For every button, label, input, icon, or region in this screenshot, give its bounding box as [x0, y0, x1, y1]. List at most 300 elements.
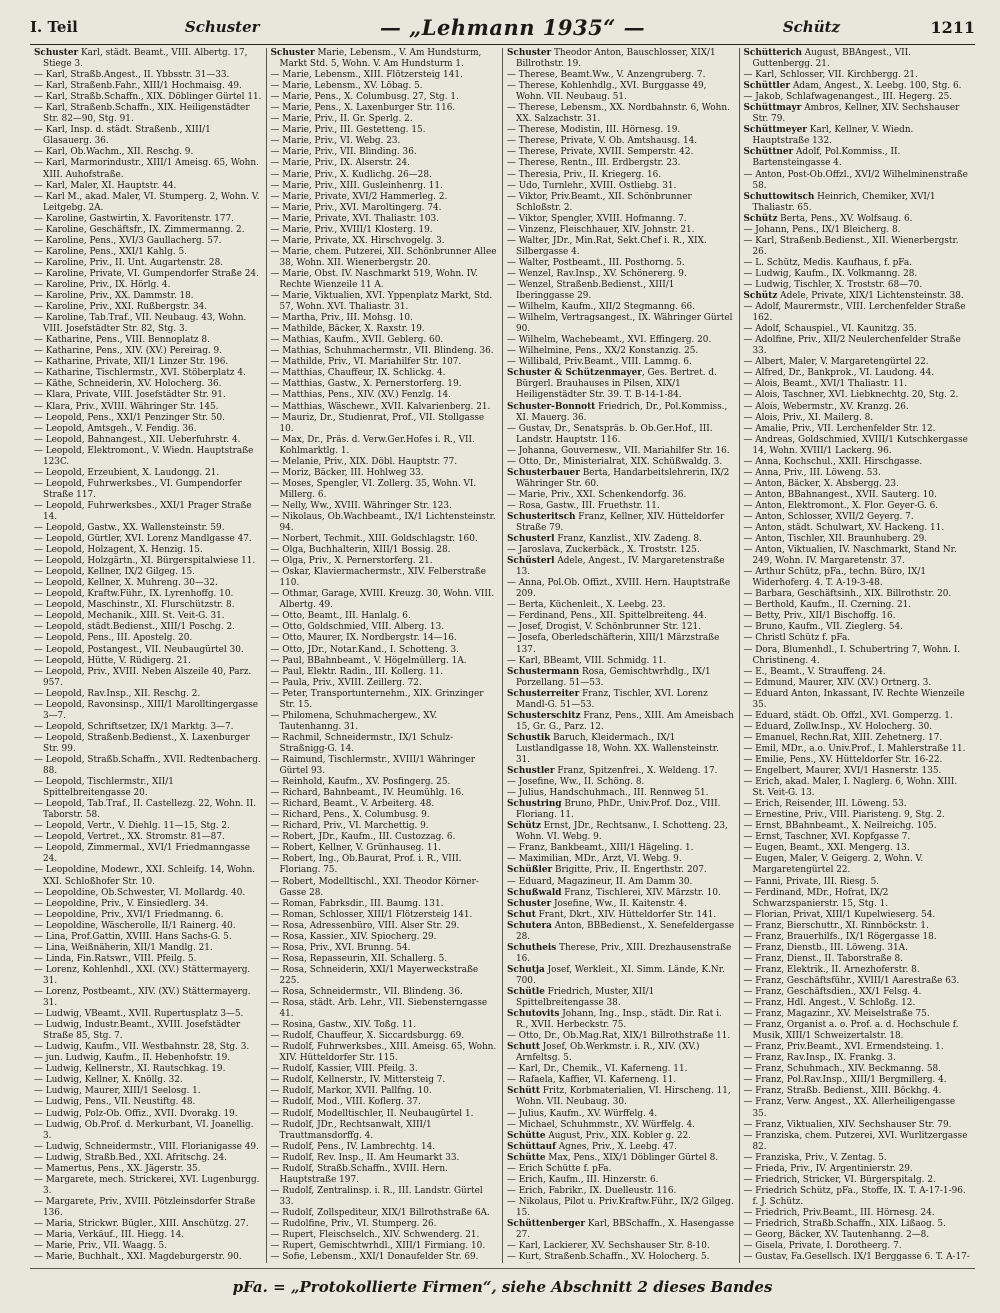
- entry-text: — Melanie, Priv., XIX. Döbl. Hauptstr. 77.: [270, 456, 458, 467]
- entry-text: — Emanuel, Rechn.Rat, XIII. Zehetnerg. 17.: [743, 732, 943, 743]
- directory-entry: [34, 567, 262, 578]
- entry-surname: Schutt: [507, 1042, 540, 1053]
- entry-surname: Schuster: [270, 48, 315, 58]
- entry-text: — Viktor, Spengler, XVIII. Hofmanng. 7.: [507, 213, 687, 224]
- entry-surname: Schutera: [507, 920, 552, 931]
- directory-entry: [271, 656, 499, 667]
- entry-text: — Leopold, Postangest., VII. Neubaugürtel 30.: [34, 644, 244, 655]
- entry-text: — Leopold, Gürtler, XVI. Lorenz Mandlgasse 47.: [34, 534, 252, 545]
- directory-entry: [34, 158, 262, 180]
- directory-entry: [34, 1252, 262, 1263]
- entry-text: — Julius, Kaufm., XV. Würffelg. 4.: [507, 1108, 658, 1119]
- entry-text: Marie, Lebensm., V. Am Hundsturm, Markt Std. 5, Wohn. V. Am Hundsturm 1.: [279, 48, 482, 70]
- entry-text: — Gustav, Dr., Senatspräs. b. Ob.Ger.Hof., III. Landstr. Hauptstr. 116.: [507, 423, 713, 445]
- directory-entry: [744, 1230, 972, 1241]
- directory-entry: [744, 744, 972, 755]
- directory-entry: [744, 501, 972, 512]
- entry-text: — Leopold, Schriftsetzer, IX/1 Marktg. 3—7.: [34, 721, 234, 732]
- entry-text: — Leopold, Priv., XVIII. Neben Alszeile 40, Parz. 957.: [34, 666, 252, 688]
- directory-entry: [507, 1075, 735, 1086]
- directory-entry: [271, 1142, 499, 1153]
- directory-entry: [271, 567, 499, 589]
- directory-entry: [34, 214, 262, 225]
- directory-entry: [507, 622, 735, 633]
- directory-entry: [744, 390, 972, 401]
- directory-entry: [744, 214, 972, 225]
- directory-entry: [744, 843, 972, 854]
- directory-entry: [271, 678, 499, 689]
- entry-text: — Wilhelm, Wachebeamt., XVI. Effingerg. 20.: [507, 335, 712, 346]
- entry-text: — Marie, Pens., X. Columbusg. 27, Stg. 1.: [270, 92, 459, 103]
- entry-text: — Leopold, Tischlermstr., XII/1 Spittelbreitengasse 20.: [34, 777, 174, 799]
- entry-text: — Anton, BBahnangest., XVII. Sauterg. 10.: [743, 489, 937, 500]
- directory-entry: [507, 158, 735, 169]
- entry-text: Ambros, Kellner, XIV. Sechshauser Str. 79.: [752, 103, 960, 125]
- directory-entry: [34, 313, 262, 335]
- directory-entry: [507, 965, 735, 987]
- entry-text: — Friedrich, Priv.Beamt., III. Hörnesg. 24.: [743, 1207, 935, 1218]
- entry-text: — Karoline, Pens., XXI/1 Kahlg. 5.: [34, 246, 187, 257]
- entry-text: Brigitte, Priv., II. Engerthstr. 207.: [552, 865, 707, 876]
- entry-text: — Marie, Priv., VII. Blinding. 36.: [270, 147, 417, 158]
- directory-entry: [271, 435, 499, 457]
- entry-text: — Leopold, Ravonsinsp., XIII/1 Marolltingergasse 3—7.: [34, 699, 258, 721]
- entry-text: — Robert, JDr., Kaufm., III. Custozzag. 6.: [270, 832, 456, 843]
- directory-entry: [271, 368, 499, 379]
- entry-text: — Lorenz, Postbeamt., XIV. (XV.) Stättermayerg. 31.: [34, 986, 251, 1009]
- directory-entry: [744, 921, 972, 932]
- entry-text: Karl, BBSchaffn., X. Hasengasse 27.: [516, 1218, 734, 1241]
- directory-entry: [271, 81, 499, 92]
- directory-entry: [34, 622, 262, 633]
- entry-surname: Schustermann: [507, 666, 580, 677]
- directory-entry: [744, 170, 972, 192]
- directory-entry: [744, 435, 972, 457]
- directory-entry: [34, 865, 262, 887]
- directory-entry: [34, 589, 262, 600]
- directory-entry: [744, 70, 972, 81]
- directory-entry: [744, 357, 972, 368]
- entry-text: — Marie, Priv., XVI. Maroltingerg. 74.: [270, 202, 442, 213]
- directory-entry: [271, 103, 499, 114]
- entry-text: — Berta, Küchenleit., X. Leebg. 23.: [507, 600, 666, 611]
- entry-text: — Anton, städt. Schulwart, XV. Hackeng. 11.: [743, 523, 945, 534]
- entry-text: — Walter, Postbeamt., III. Posthorng. 5.: [507, 257, 685, 268]
- entry-text: — Karoline, Gastwirtin, X. Favoritenstr. 177.: [34, 213, 235, 224]
- entry-text: — Leopold, Tab.Traf., II. Castellezg. 22, Wohn. II. Taborstr. 58.: [34, 799, 257, 821]
- directory-entry: [271, 1086, 499, 1097]
- entry-text: — Alois, Webermstr., XV. Kranzg. 26.: [743, 401, 909, 412]
- directory-entry: [744, 280, 972, 291]
- directory-entry: [744, 877, 972, 888]
- directory-entry: [271, 48, 499, 70]
- entry-text: — Therese, Kohlenhdlg., XVI. Burggasse 49, Wohn. VII. Neubaug. 51.: [507, 81, 707, 103]
- directory-entry: [271, 645, 499, 656]
- directory-entry: [34, 545, 262, 556]
- entry-text: — Mathias, Schuhmachermstr., VII. Blindeng. 36.: [270, 346, 494, 357]
- directory-entry: [507, 921, 735, 943]
- directory-entry: [744, 1097, 972, 1119]
- entry-text: — Mamertus, Pens., XX. Jägerstr. 35.: [34, 1163, 201, 1174]
- directory-entry: [744, 490, 972, 501]
- footer-note: pFa. = „Protokollierte Firmen“, siehe Abschnitt 2 dieses Bandes: [232, 1278, 773, 1296]
- entry-text: — Otto, Goldschmied, VIII. Alberg. 13.: [270, 622, 445, 633]
- directory-entry: [34, 1109, 262, 1120]
- entry-text: — Karl, Marmorindustr., XIII/1 Ameisg. 65, Wohn. XIII. Auhofstraße.: [34, 158, 259, 180]
- entry-text: — Julius, Handschuhmach., III. Rennweg 51.: [507, 788, 709, 799]
- directory-entry: [507, 1219, 735, 1241]
- directory-entry: [271, 589, 499, 611]
- entry-text: — Anna, Kochschul., XXII. Hirschgasse.: [743, 456, 923, 467]
- directory-entry: [34, 700, 262, 722]
- entry-text: — Karoline, Priv., II. Unt. Augartenstr. 28.: [34, 257, 224, 268]
- directory-entry: [34, 402, 262, 413]
- entry-text: — Margarete, mech. Strickerei, XVI. Lugenburgg. 3.: [34, 1174, 260, 1196]
- directory-entry: [271, 192, 499, 203]
- directory-entry: [744, 1186, 972, 1208]
- entry-text: — L. Schütz, Medis. Kaufhaus, f. pFa.: [743, 257, 912, 268]
- entry-text: — Ludwig, Tischler, X. Troststr. 68—70.: [743, 279, 923, 290]
- directory-entry: [744, 667, 972, 678]
- column-3: [503, 48, 740, 1263]
- directory-entry: [507, 843, 735, 854]
- directory-entry: [507, 545, 735, 556]
- directory-entry: [507, 225, 735, 236]
- directory-entry: [744, 1009, 972, 1020]
- directory-entry: [271, 236, 499, 247]
- directory-entry: [34, 1219, 262, 1230]
- entry-text: — Leopoldine, Ob.Schwester, VI. Mollardg. 40.: [34, 887, 246, 898]
- directory-entry: [34, 368, 262, 379]
- entry-text: — Rafaela, Kaffier, VI. Kaferneng. 11.: [507, 1075, 677, 1086]
- entry-text: — Leopold, Bahnangest., XII. Ueberfuhrstr. 4.: [34, 434, 241, 445]
- entry-text: — Anton, Tischler, XII. Braunhuberg. 29.: [743, 534, 928, 545]
- directory-entry: [744, 932, 972, 943]
- entry-text: — Roman, Schlosser, XIII/1 Flötzersteig 141.: [270, 909, 473, 920]
- directory-entry: [744, 125, 972, 147]
- entry-text: — Rosa, Schneiderin, XXI/1 Mayerweckstraße 225.: [270, 964, 479, 986]
- directory-entry: [507, 1009, 735, 1031]
- entry-text: — Leopold, Gastw., XX. Wallensteinstr. 59.: [34, 523, 225, 534]
- directory-entry: [744, 1208, 972, 1219]
- directory-entry: [271, 170, 499, 181]
- entry-text: — Wenzel, Straßenb.Bedienst., XIII/1 Iberinggasse 29.: [507, 279, 675, 302]
- directory-entry: [34, 1241, 262, 1252]
- directory-entry: [507, 490, 735, 501]
- directory-entry: [744, 711, 972, 722]
- entry-text: Agnes, Priv., X. Leebg. 47.: [555, 1141, 677, 1152]
- entry-text: — Katharine, Private, XII/1 Linzer Str. 196.: [34, 357, 229, 368]
- directory-entry: [744, 534, 972, 545]
- entry-surname: Schusterl: [507, 534, 555, 545]
- directory-entry: [271, 1109, 499, 1120]
- entry-text: , Ges. Bertret. d. Bürgerl. Brauhauses in Pilsen, XIX/1 Heiligenstädter Str. 39. T. B-14-1-84.: [516, 368, 717, 401]
- directory-entry: [507, 357, 735, 368]
- directory-entry: [271, 1186, 499, 1208]
- directory-entry: [744, 633, 972, 644]
- directory-entry: [271, 147, 499, 158]
- entry-text: — Alois, Priv., XI. Mailerg. 8.: [743, 412, 874, 423]
- entry-text: — Berthold, Kaufm., II. Czerning. 21.: [743, 600, 912, 611]
- entry-text: — Franz, Pol.Rav.Insp., XIII/1 Bergmillerg. 4.: [743, 1075, 947, 1086]
- entry-text: — Nikolaus, Ob.Wachbeamt., IX/1 Lichtensteinstr. 94.: [270, 511, 496, 534]
- directory-entry: [271, 335, 499, 346]
- part-label: I. Teil: [30, 18, 78, 36]
- directory-entry: [271, 965, 499, 987]
- entry-text: — Wilhelmine, Pens., XX/2 Konstanzig. 25.: [507, 346, 699, 357]
- entry-surname: Schuster-Bonnott: [507, 401, 596, 412]
- entry-text: — Käthe, Schneiderin, XV. Holocherg. 36.: [34, 379, 222, 390]
- directory-entry: [271, 921, 499, 932]
- entry-text: — Franz, Magazinr., XV. Meiselstraße 75.: [743, 1009, 930, 1020]
- column-1: [30, 48, 267, 1263]
- directory-entry: [271, 788, 499, 799]
- entry-text: — Norbert, Techmit., XIII. Goldschlagstr. 160.: [270, 534, 478, 545]
- entry-text: — Leopold, Straßenb.Bedienst., X. Laxenburger Str. 99.: [34, 732, 250, 754]
- entry-text: — Mathilde, Priv., VI. Mariahilfer Str. 107.: [270, 357, 462, 368]
- directory-entry: [34, 379, 262, 390]
- directory-entry: [271, 832, 499, 843]
- directory-entry: [744, 1175, 972, 1186]
- directory-entry: [507, 214, 735, 225]
- entry-text: Franz, Tischler, XVI. Lorenz Mandl-G. 51—53.: [516, 688, 708, 710]
- entry-surname: Schuster: [507, 898, 552, 909]
- directory-entry: [744, 103, 972, 125]
- directory-entry: [744, 523, 972, 534]
- entry-text: — Rudolf, Chauffeur, X. Siccardsburgg. 69.: [270, 1031, 465, 1042]
- entry-text: — Karl, BBeamt, VIII. Schmidg. 11.: [507, 655, 667, 666]
- entry-text: — Wilhelm, Vertragsangest., IX. Währinger Gürtel 90.: [507, 313, 733, 335]
- directory-entry: [34, 424, 262, 435]
- entry-text: — Otto, Dr., Ob.Mag.Rat, XIX/1 Billrothstraße 11.: [507, 1031, 731, 1042]
- directory-entry: [271, 92, 499, 103]
- entry-text: — Jaroslava, Zuckerbäck., X. Troststr. 125.: [507, 545, 700, 556]
- directory-entry: [34, 247, 262, 258]
- entry-text: — Olga, Priv., X. Pernerstorferg. 21.: [270, 556, 433, 567]
- entry-surname: Schustler: [507, 766, 555, 777]
- directory-entry: [271, 501, 499, 512]
- directory-entry: [34, 1053, 262, 1064]
- directory-entry: [271, 899, 499, 910]
- entry-text: — Mathilde, Bäcker, X. Raxstr. 19.: [270, 324, 425, 335]
- directory-entry: [271, 877, 499, 899]
- entry-text: — Ludwig, Kellnerstr., XI. Rautschkag. 19.: [34, 1064, 226, 1075]
- entry-text: — Franz, Dienstb., III. Löweng. 31A.: [743, 942, 908, 953]
- entry-text: Adele, Private, XIX/1 Lichtensteinstr. 38.: [777, 291, 964, 302]
- entry-text: — Leopoldine, Priv., V. Einsiedlerg. 34.: [34, 898, 209, 909]
- entry-text: — Otto, Beamt., III. Hanlalg. 6.: [270, 611, 411, 622]
- entry-text: — Leopold, Zimmermal., XVI/1 Friedmanngasse 24.: [34, 843, 251, 865]
- entry-text: August, BBAngest., VII. Guttenbergg. 21.: [752, 48, 912, 70]
- page-header: [30, 10, 975, 45]
- directory-entry: [744, 854, 972, 876]
- directory-entry: [507, 821, 735, 843]
- directory-entry: [744, 976, 972, 987]
- directory-entry: [34, 446, 262, 468]
- entry-text: — Richard, Beamt., V. Arbeiterg. 48.: [270, 799, 435, 810]
- directory-entry: [507, 1142, 735, 1153]
- entry-text: — Viktor, Priv.Beamt., XII. Schönbrunner Schloßstr. 2.: [507, 191, 692, 213]
- entry-text: — Andreas, Goldschmied, XVIII/1 Kutschkergasse 14, Wohn. XVIII/1 Lackerg. 96.: [743, 434, 968, 456]
- entry-surname: Schuster: [507, 48, 552, 58]
- directory-entry: [744, 402, 972, 413]
- directory-entry: [271, 1064, 499, 1075]
- entry-text: — Rudolf, Mod., VIII. Koflerg. 37.: [270, 1097, 421, 1108]
- directory-entry: [271, 611, 499, 622]
- directory-entry: [507, 346, 735, 357]
- entry-surname: Schüßler: [507, 865, 553, 876]
- entry-text: — Erich, Fabrikr., IX. Duelleustr. 116.: [507, 1185, 677, 1196]
- entry-text: — Franz, Verw. Angest., XX. Allerheiligengasse 35.: [743, 1097, 956, 1119]
- entry-text: — Anna, Priv., III. Löweng. 53.: [743, 467, 881, 478]
- entry-surname: Schusterschitz: [507, 710, 581, 721]
- directory-entry: [744, 611, 972, 622]
- directory-entry: [744, 777, 972, 799]
- entry-text: — Friedrich, Stricker, VI. Bürgerspitalg. 2.: [743, 1174, 936, 1185]
- entry-surname: Schütte: [507, 1152, 546, 1163]
- entry-text: — Linda, Fin.Ratswr., VIII. Pfeilg. 5.: [34, 953, 197, 964]
- directory-entry: [34, 523, 262, 534]
- entry-text: — Johanna, Gouvernesw., VII. Mariahilfer Str. 16.: [507, 445, 730, 456]
- directory-entry: [744, 733, 972, 744]
- entry-text: — Therese, Private, XVIII. Semperstr. 42.: [507, 147, 694, 158]
- directory-entry: [744, 1252, 972, 1263]
- entry-text: — Marie, Private, XVI/2 Hammerleg. 2.: [270, 191, 448, 202]
- directory-entry: [271, 1075, 499, 1086]
- entry-text: — Matthias, Chauffeur, IX. Schlickg. 4.: [270, 368, 446, 379]
- directory-entry: [34, 269, 262, 280]
- directory-entry: [271, 346, 499, 357]
- page-number: 1211: [930, 17, 975, 37]
- entry-text: — Marie, Obst. IV. Naschmarkt 519, Wohn. IV. Rechte Wienzeile 11 A.: [270, 268, 478, 290]
- entry-text: — Franz, Straßb. Bedienst., XIII. Böckhg. 4.: [743, 1086, 942, 1097]
- directory-entry: [34, 1120, 262, 1142]
- directory-entry: [34, 1142, 262, 1153]
- entry-text: — Robert, Modelltischl., XXI. Theodor Körner-Gasse 28.: [270, 876, 479, 898]
- directory-entry: [507, 1252, 735, 1263]
- entry-text: Franz, Spitzenfrei., X. Weldeng. 17.: [554, 766, 718, 777]
- entry-text: — Gisela, Private, I. Dorotheerg. 7.: [743, 1241, 902, 1252]
- entry-text: — Marie, Priv., IX. Alserstr. 24.: [270, 158, 410, 169]
- entry-text: — Leopold, Rav.Insp., XII. Reschg. 2.: [34, 688, 201, 699]
- entry-text: — Georg, Bäcker, XV. Tautenhanng. 2—8.: [743, 1230, 930, 1241]
- directory-entry: [271, 225, 499, 236]
- directory-entry: [271, 1120, 499, 1142]
- entry-text: — Therese, Beamt.Ww., V. Anzengruberg. 7.: [507, 70, 706, 81]
- directory-entry: [744, 1020, 972, 1042]
- directory-entry: [271, 622, 499, 633]
- directory-entry: [271, 413, 499, 435]
- directory-entry: [271, 1219, 499, 1230]
- entry-surname: Schüttner: [743, 147, 794, 158]
- directory-entry: [507, 777, 735, 788]
- entry-text: — Willibald, Priv.Beamt., VIII. Lammg. 6.: [507, 357, 692, 368]
- directory-page: [30, 10, 975, 1305]
- directory-entry: [744, 965, 972, 976]
- directory-entry: [744, 954, 972, 965]
- directory-entry: [744, 987, 972, 998]
- directory-entry: [34, 81, 262, 92]
- directory-entry: [34, 534, 262, 545]
- directory-entry: [507, 633, 735, 655]
- entry-text: — Marie, chem. Putzerei, XII. Schönbrunner Allee 38, Wohn. XII. Wienerbergstr. 20.: [270, 246, 497, 268]
- directory-entry: [744, 832, 972, 843]
- entry-surname: Schütz: [743, 291, 778, 302]
- directory-entry: [34, 1153, 262, 1164]
- directory-entry: [271, 468, 499, 479]
- directory-entry: [507, 733, 735, 766]
- directory-entry: [744, 810, 972, 821]
- entry-text: — Anton, Elektromont., X. Flor. Geyer-G. 6.: [743, 500, 939, 511]
- entry-text: — jun. Ludwig, Kaufm., II. Hebenhofstr. 19.: [34, 1053, 231, 1064]
- columns-container: [30, 48, 975, 1263]
- directory-entry: [271, 203, 499, 214]
- entry-text: — Karl, Schlosser, VII. Kirchbergg. 21.: [743, 70, 918, 81]
- entry-text: — Anton, Post-Ob.Offzl., XVI/2 Wilhelminenstraße 58.: [743, 169, 968, 191]
- directory-entry: [34, 899, 262, 910]
- entry-text: Josefine, Ww., II. Kaitenstr. 4.: [551, 898, 687, 909]
- entry-text: — Rosa, Gastw., III. Fruethstr. 11.: [507, 500, 660, 511]
- directory-entry: [507, 854, 735, 865]
- directory-entry: [271, 114, 499, 125]
- entry-surname: Schüttenberger: [507, 1218, 586, 1229]
- entry-text: — Rupert, Fleischselch., XIV. Schwenderg. 21.: [270, 1230, 480, 1241]
- directory-entry: [744, 457, 972, 468]
- entry-text: — Leopold, Holzagent, X. Henzig. 15.: [34, 545, 203, 556]
- directory-entry: [507, 1109, 735, 1120]
- entry-text: Friedrich, Muster, XII/1 Spittelbreitengasse 38.: [516, 986, 655, 1009]
- entry-text: — Max, Dr., Präs. d. Verw.Ger.Hofes i. R., VII. Kohlmarktlg. 1.: [270, 434, 475, 456]
- directory-entry: [744, 1164, 972, 1175]
- directory-entry: [271, 70, 499, 81]
- directory-entry: [34, 103, 262, 125]
- directory-entry: [507, 1186, 735, 1197]
- entry-text: — Adolfine, Priv., XII/2 Neulerchenfelder Straße 33.: [743, 335, 961, 357]
- entry-text: — Marie, Priv., XXI. Schenkendorfg. 36.: [507, 489, 687, 500]
- directory-entry: [34, 921, 262, 932]
- entry-text: — Ernst, BBahnbeamt., X. Neilreichg. 105.: [743, 821, 937, 832]
- directory-entry: [271, 777, 499, 788]
- entry-text: — Franz, Bankbeamt., XIII/1 Hägeling. 1.: [507, 843, 694, 854]
- entry-text: — Leopold, städt.Bedienst., XIII/1 Poschg. 2.: [34, 622, 235, 633]
- entry-text: — Ludwig, Schneidermstr., VIII. Florianigasse 49.: [34, 1141, 259, 1152]
- entry-text: — Anton, Schlosser, XVII/2 Geyerg. 7.: [743, 511, 914, 522]
- entry-text: — Oskar, Klaviermachermstr., XIV. Felberstraße 110.: [270, 567, 486, 589]
- entry-text: — Nikolaus, Pilot u. Priv.Kraftw.Führ., IX/2 Gilgeg. 15.: [507, 1196, 734, 1218]
- entry-surname: Schuttowitsch: [743, 191, 815, 202]
- entry-text: — Rupert, Gemischtwrhdl., XIII/1 Firmiang. 10.: [270, 1241, 486, 1252]
- directory-entry: [507, 910, 735, 921]
- entry-text: — Ludwig, Kellner, X. Knöllg. 32.: [34, 1075, 183, 1086]
- entry-text: — Rosa, städt. Arb. Lehr., VII. Siebensterngasse 41.: [270, 998, 488, 1020]
- directory-entry: [34, 181, 262, 192]
- directory-entry: [507, 147, 735, 158]
- directory-entry: [34, 357, 262, 368]
- directory-entry: [271, 998, 499, 1020]
- directory-entry: [34, 633, 262, 644]
- directory-entry: [744, 48, 972, 70]
- directory-entry: [34, 722, 262, 733]
- directory-entry: [507, 1164, 735, 1175]
- directory-entry: [271, 125, 499, 136]
- entry-text: — Karl, Straßb.Angest., II. Ybbsstr. 31—33.: [34, 70, 230, 81]
- directory-entry: [744, 335, 972, 357]
- entry-surname: Schusterbauer: [507, 467, 580, 478]
- entry-surname: Schütz: [507, 821, 541, 832]
- entry-surname: Schüttler: [743, 81, 791, 92]
- entry-text: — Marie, Priv., III. Gestetteng. 15.: [270, 125, 426, 136]
- entry-text: — Rosa, Adressenbüro, VIII. Alser Str. 29.: [270, 920, 460, 931]
